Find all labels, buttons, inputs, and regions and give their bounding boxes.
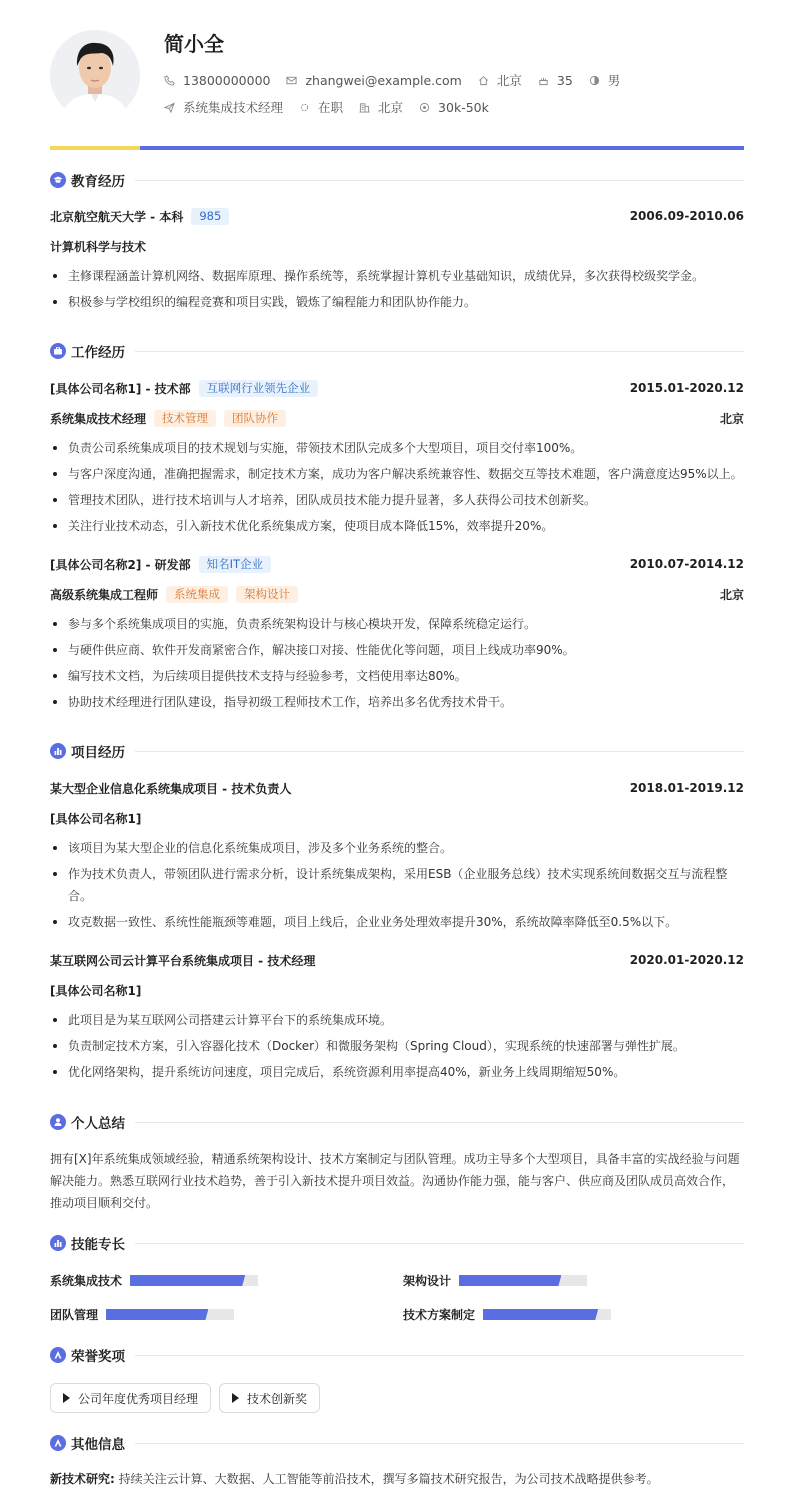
status-icon [299,102,310,113]
other-label: 新技术研究: [50,1472,115,1486]
section-rule [135,1355,744,1356]
work-entry-header [50,379,744,397]
section-rule [135,1443,744,1444]
project-bullets [50,1009,744,1087]
work-bullets [50,613,744,717]
list-item: 与硬件供应商、软件开发商紧密合作，解决接口对接、性能优化等问题，项目上线成功率90%。 [50,639,744,661]
education-bullets [50,265,744,317]
section-title: 个人总结 [71,1116,125,1132]
location-text: 北京 [496,73,522,88]
target-city-text: 北京 [378,100,404,115]
send-icon [164,102,175,113]
skill-name: 架构设计 [403,1274,452,1288]
age-text: 35 [556,72,573,88]
award-chip [50,1383,211,1413]
phone-item [164,73,270,88]
project-company-row [50,809,744,827]
list-item: 积极参与学校组织的编程竞赛和项目实践，锻炼了编程能力和团队协作能力。 [50,291,744,313]
work-section-header [50,341,744,361]
user-icon [50,1114,66,1130]
section-title: 其他信息 [71,1437,125,1453]
section-title: 教育经历 [71,174,125,190]
role-tag: 架构设计 [236,586,298,603]
header-divider [50,146,744,150]
skill-bar [106,1309,234,1320]
role-tag: 技术管理 [154,410,216,427]
gender-item [589,71,621,89]
work-city: 北京 [719,411,744,426]
mail-icon [286,75,297,86]
projects-section-header [50,741,744,761]
skill-item [403,1306,611,1323]
email-item [286,73,461,88]
role-name: 高级系统集成工程师 [50,587,159,602]
other-text: 持续关注云计算、大数据、人工智能等前沿技术，撰写多篇技术研究报告，为公司技术战略提供参考。 [118,1472,659,1486]
work-bullets [50,437,744,541]
skill-item [50,1272,258,1289]
candidate-name: 简小全 [164,32,224,56]
target-city-item [359,98,403,116]
skill-bar [459,1275,587,1286]
list-item: 参与多个系统集成项目的实施，负责系统架构设计与核心模块开发，保障系统稳定运行。 [50,613,744,635]
award-chip [219,1383,320,1413]
list-item: 负责制定技术方案，引入容器化技术（Docker）和微服务架构（Spring Cloud），实现系统的快速部署与弹性扩展。 [50,1035,744,1057]
project-entry-header [50,951,744,969]
work-date: 2015.01-2020.12 [629,381,744,395]
list-item: 主修课程涵盖计算机网络、数据库原理、操作系统等，系统掌握计算机专业基础知识，成绩优异，多次获得校级奖学金。 [50,265,744,287]
skill-bar-fill [459,1275,561,1286]
home-icon [478,75,489,86]
salary-icon [419,102,430,113]
other-section-header [50,1433,744,1453]
skill-bar-fill [130,1275,245,1286]
age-icon [538,75,549,86]
education-entry-header [50,207,744,225]
skill-item [50,1306,234,1323]
awards-section-header [50,1345,744,1365]
work-city: 北京 [719,587,744,602]
education-section-header [50,170,744,190]
skill-name: 系统集成技术 [50,1274,123,1288]
role-name: 系统集成技术经理 [50,411,147,426]
skill-bar [130,1275,258,1286]
work-date: 2010.07-2014.12 [629,557,744,571]
contact-row [164,71,636,89]
briefcase-icon [50,343,66,359]
list-item: 此项目是为某互联网公司搭建云计算平台下的系统集成环境。 [50,1009,744,1031]
portrait-image [50,30,140,120]
medal-icon [50,1347,66,1363]
section-rule [135,1122,744,1123]
company-name: [具体公司名称1] - 技术部 [50,381,191,396]
list-item: 优化网络架构，提升系统访问速度，项目完成后，系统资源利用率提高40%，新业务上线周期缩短50%。 [50,1061,744,1083]
award-name: 公司年度优秀项目经理 [78,1391,199,1406]
job-intent-row [164,98,505,116]
location-item [478,71,522,89]
graduation-cap-icon [50,172,66,188]
list-item: 编写技术文档，为后续项目提供技术支持与经验参考，文档使用率达80%。 [50,665,744,687]
list-item: 负责公司系统集成项目的技术规划与实施，带领技术团队完成多个大型项目，项目交付率100%。 [50,437,744,459]
salary-text: 30k-50k [438,99,489,115]
position-item [164,98,283,116]
section-title: 项目经历 [71,745,125,761]
avatar [50,30,140,120]
position-text: 系统集成技术经理 [183,100,284,115]
work-role-row [50,409,744,427]
list-item: 作为技术负责人，带领团队进行需求分析，设计系统集成架构，采用ESB（企业服务总线）技术实现系统间数据交互与流程整合。 [50,863,744,907]
phone-icon [164,75,175,86]
project-bullets [50,837,744,937]
skill-bar [483,1309,611,1320]
skill-item [403,1272,587,1289]
major-row [50,237,744,255]
company-name: [具体公司名称2] - 研发部 [50,557,191,572]
section-rule [135,351,744,352]
salary-item [419,100,489,115]
project-title: 某互联网公司云计算平台系统集成项目 - 技术经理 [50,953,316,968]
status-item [299,98,343,116]
school-tag: 985 [191,208,229,225]
section-rule [135,180,744,181]
header-divider-accent [50,146,140,150]
project-company-row [50,981,744,999]
section-title: 工作经历 [71,345,125,361]
project-date: 2020.01-2020.12 [629,953,744,967]
section-title: 荣誉奖项 [71,1349,125,1365]
list-item: 协助技术经理进行团队建设，指导初级工程师技术工作，培养出多名优秀技术骨干。 [50,691,744,713]
role-tag: 团队协作 [224,410,286,427]
role-tag: 系统集成 [166,586,228,603]
major-name: 计算机科学与技术 [50,239,147,254]
list-item: 关注行业技术动态，引入新技术优化系统集成方案，使项目成本降低15%，效率提升20%。 [50,515,744,537]
award-name: 技术创新奖 [247,1391,308,1406]
work-entry-header [50,555,744,573]
building-icon [359,102,370,113]
project-date: 2018.01-2019.12 [629,781,744,795]
summary-section-header [50,1112,744,1132]
section-rule [135,751,744,752]
school-name: 北京航空航天大学 - 本科 [50,209,184,224]
resume-header [50,28,744,124]
email-text: zhangwei@example.com [305,72,462,88]
project-title: 某大型企业信息化系统集成项目 - 技术负责人 [50,781,292,796]
skill-name: 团队管理 [50,1308,99,1322]
play-triangle-icon [63,1393,70,1403]
skill-name: 技术方案制定 [403,1308,476,1322]
summary-text: 拥有[X]年系统集成领域经验，精通系统架构设计、技术方案制定与团队管理。成功主导多个大型项目，具备丰富的实战经验与问题解决能力。熟悉互联网行业技术趋势，善于引入新技术提升项目效益。沟通协作能力强，能与客户、供应商及团队成员高效合作，推动项目顺利交付。 [50,1152,740,1210]
skills-section-header [50,1233,744,1253]
list-item: 攻克数据一致性、系统性能瓶颈等难题，项目上线后，企业业务处理效率提升30%，系统故障率降低至0.5%以下。 [50,911,744,933]
medal-icon [50,1435,66,1451]
other-info [50,1470,659,1487]
skill-bar-fill [106,1309,208,1320]
project-company: [具体公司名称1] [50,811,142,826]
bar-chart-icon [50,743,66,759]
play-triangle-icon [232,1393,239,1403]
work-role-row [50,585,744,603]
project-entry-header [50,779,744,797]
company-tag: 互联网行业领先企业 [199,380,319,397]
list-item: 管理技术团队，进行技术培训与人才培养，团队成员技术能力提升显著，多人获得公司技术创新奖。 [50,489,744,511]
company-tag: 知名IT企业 [199,556,271,573]
gender-icon [589,75,600,86]
status-text: 在职 [318,100,344,115]
list-item: 与客户深度沟通，准确把握需求，制定技术方案，成功为客户解决系统兼容性、数据交互等技术难题，客户满意度达95%以上。 [50,463,744,485]
skill-bar-fill [483,1309,598,1320]
phone-text: 13800000000 [183,72,271,88]
age-item [538,73,573,88]
education-date: 2006.09-2010.06 [629,209,744,223]
project-company: [具体公司名称1] [50,983,142,998]
section-rule [135,1243,744,1244]
list-item: 该项目为某大型企业的信息化系统集成项目，涉及多个业务系统的整合。 [50,837,744,859]
section-title: 技能专长 [71,1237,125,1253]
bar-chart-icon [50,1235,66,1251]
gender-text: 男 [607,73,621,88]
